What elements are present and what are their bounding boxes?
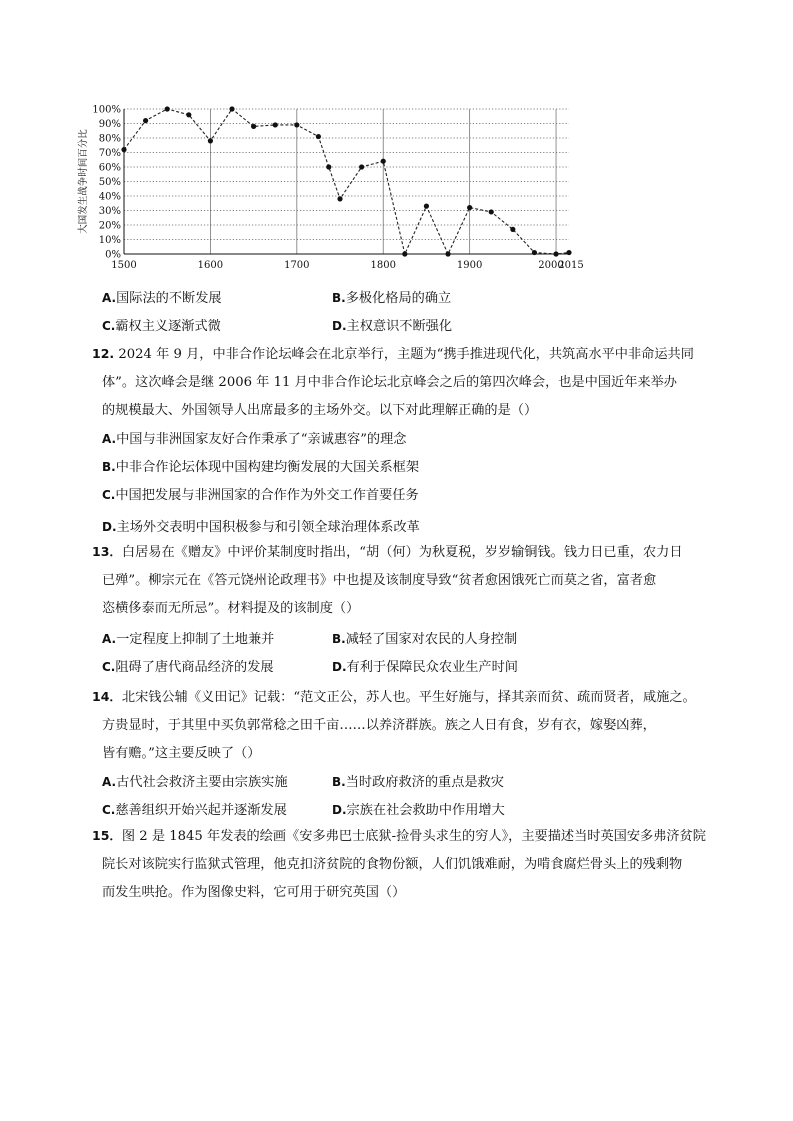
data-point xyxy=(359,164,364,169)
y-tick-label: 30% xyxy=(98,206,121,217)
y-tick-label: 0% xyxy=(105,249,121,261)
question-15 xyxy=(92,822,732,907)
q13-number: 13． xyxy=(92,544,122,559)
data-point xyxy=(510,227,515,232)
q12-option-c[interactable]: C.中国把发展与非洲国家的合作作为外交工作首要任务 xyxy=(102,488,419,503)
question-12 xyxy=(92,340,732,541)
data-point xyxy=(251,124,256,129)
question-11 xyxy=(92,284,732,340)
data-point xyxy=(273,122,278,127)
data-point xyxy=(143,118,148,123)
y-tick-label: 20% xyxy=(98,220,121,232)
q13-option-d[interactable]: D.有利于保障民众农业生产时间 xyxy=(332,660,518,675)
data-point xyxy=(532,250,537,255)
data-point xyxy=(381,159,386,164)
data-point xyxy=(424,204,429,209)
war-percentage-chart xyxy=(76,100,596,275)
q13-option-c[interactable]: C.阻碍了唐代商品经济的发展 xyxy=(102,660,274,675)
data-point xyxy=(445,251,450,256)
data-point xyxy=(316,134,321,139)
data-point xyxy=(326,164,331,169)
data-point xyxy=(489,209,494,214)
data-point xyxy=(208,138,213,143)
chart-svg xyxy=(76,100,596,275)
x-tick-label: 1500 xyxy=(111,260,137,271)
q13-option-b[interactable]: B.减轻了国家对农民的人身控制 xyxy=(332,632,518,647)
y-tick-label: 100% xyxy=(92,104,121,116)
data-point xyxy=(229,106,234,111)
data-point xyxy=(186,112,191,117)
q11-option-a[interactable]: A.国际法的不断发展 xyxy=(102,291,222,306)
q15-stem: 15．图 2 是 1845 年发表的绘画《安多弗巴士底狱-捡骨头求生的穷人》，主要描述当时英国安多弗济贫院 院长对该院实行监狱式管理，他克扣济贫院的食物份额，人们饥饿难耐，为啃食腐烂骨头上的残剩物 而发生哄抢。作为图像史料，它可用于研究英国（） xyxy=(92,828,706,900)
data-point xyxy=(553,251,558,256)
q13-option-a[interactable]: A.一定程度上抑制了土地兼并 xyxy=(102,632,275,647)
q14-option-a[interactable]: A.古代社会救济主要由宗族实施 xyxy=(102,775,288,790)
q12-option-d[interactable]: D.主场外交表明中国积极参与和引领全球治理体系改革 xyxy=(102,520,420,535)
q14-option-b[interactable]: B.当时政府救济的重点是救灾 xyxy=(332,775,504,790)
x-tick-label: 1900 xyxy=(456,260,483,271)
y-tick-label: 80% xyxy=(98,133,121,145)
data-point xyxy=(121,147,126,152)
x-tick-label: 2000 xyxy=(538,260,564,271)
y-tick-label: 60% xyxy=(98,162,121,174)
q14-stem: 14．北宋钱公辅《义田记》记载：“范文正公，苏人也。平生好施与，择其亲而贫、疏而贤者，咸施之。 方贵显时，于其里中买负郭常稔之田千亩……以养济群族。族之人日有食，岁有衣，嫁娶凶葬， 皆有赡。”这主要反映了（） xyxy=(92,689,696,761)
q13-stem: 13．白居易在《赠友》中评价某制度时指出，“胡（何）为秋夏税，岁岁输铜钱。钱力日已重，农力日 已殚”。柳宗元在《答元饶州论政理书》中也提及该制度导致“贫者愈困饿死亡而莫之省，富者愈 恣横侈泰而无所忌”。材料提及的该制度（） xyxy=(92,544,683,616)
x-tick-label: 1800 xyxy=(370,260,396,271)
x-tick-label: 2015 xyxy=(558,260,584,271)
question-14 xyxy=(92,683,732,824)
q14-option-c[interactable]: C.慈善组织开始兴起并逐渐发展 xyxy=(102,803,287,818)
question-13 xyxy=(92,538,732,681)
q14-option-d[interactable]: D.宗族在社会救助中作用增大 xyxy=(332,803,505,818)
q11-option-b[interactable]: B.多极化格局的确立 xyxy=(332,291,452,306)
q15-number: 15． xyxy=(92,828,122,843)
q12-number: 12. xyxy=(92,346,115,361)
data-point xyxy=(165,106,170,111)
q11-option-c[interactable]: C.霸权主义逐渐式微 xyxy=(102,319,221,334)
y-tick-label: 40% xyxy=(98,191,121,203)
q12-option-a[interactable]: A.中国与非洲国家友好合作秉承了“亲诚惠容”的理念 xyxy=(102,432,407,447)
q12-stem: 12. 2024 年 9 月，中非合作论坛峰会在北京举行，主题为“携手推进现代化，共筑高水平中非命运共同 体”。这次峰会是继 2006 年 11 月中非合作论坛北京峰会之后的第四次峰会，也是中国近年来举办 的规模最大、外国领导人出席最多的主场外交。以下对此理解正确的是（） xyxy=(92,346,694,418)
x-tick-label: 1700 xyxy=(284,260,310,271)
q12-option-b[interactable]: B.中非合作论坛体现中国构建均衡发展的大国关系框架 xyxy=(102,460,420,475)
y-tick-label: 50% xyxy=(98,177,121,188)
data-point xyxy=(566,250,571,255)
q14-number: 14． xyxy=(92,689,122,704)
y-tick-label: 10% xyxy=(98,235,121,246)
y-tick-label: 70% xyxy=(98,148,121,159)
y-tick-label: 90% xyxy=(98,119,121,130)
data-point xyxy=(294,122,299,127)
x-tick-label: 1600 xyxy=(197,260,224,271)
y-axis-label: 大国发生战争时间百分比 xyxy=(78,129,89,234)
data-point xyxy=(337,196,342,201)
q11-option-d[interactable]: D.主权意识不断强化 xyxy=(332,319,453,334)
data-point xyxy=(402,251,407,256)
data-point xyxy=(467,205,472,210)
